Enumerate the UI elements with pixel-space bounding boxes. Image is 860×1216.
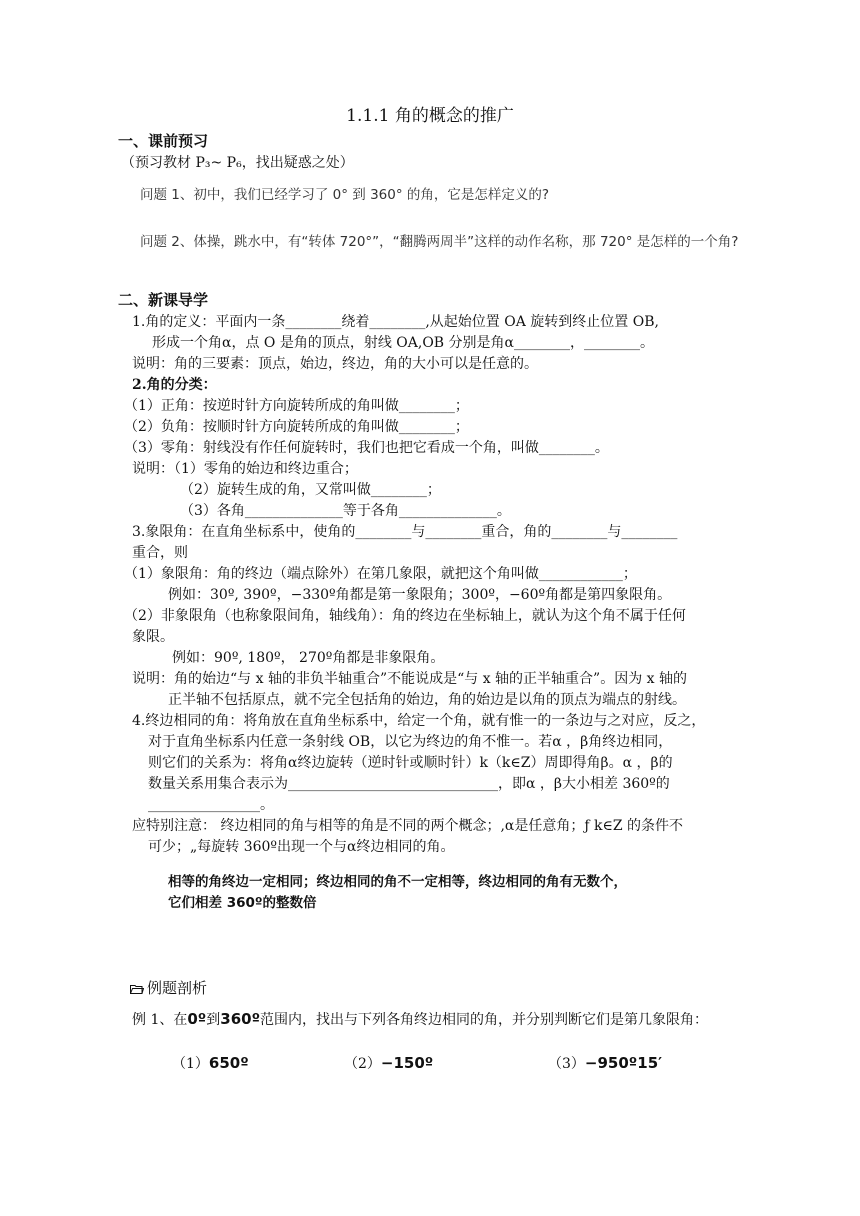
text-line: 可少；„每旋转 360º出现一个与α终边相同的角。 [148, 839, 455, 855]
text-line: 重合，则 [132, 545, 188, 561]
example-1-text: 范围内，找出与下列各角终边相同的角，并分别判断它们是第几象限角： [260, 1012, 709, 1028]
text-line: 说明：（1）零角的始边和终边重合； [132, 461, 358, 477]
problem-2-angle: −150º [380, 1054, 434, 1072]
problem-1-angle: 650º [208, 1054, 249, 1072]
text-line: （1）象限角：角的终边（端点除外）在第几象限，就把这个角叫做____________； [124, 566, 637, 582]
note-line-1: 相等的角终边一定相同；终边相同的角不一定相等，终边相同的角有无数个， [168, 874, 627, 890]
text-line: 说明：角的三要素：顶点，始边，终边，角的大小可以是任意的。 [132, 356, 538, 372]
example-1-start-angle: 0º [187, 1010, 207, 1028]
section-2-heading: 二、新课导学 [118, 291, 209, 309]
text-line: 4.终边相同的角：将角放在直角坐标系中，给定一个角，就有惟一的一条边与之对应，反之， [132, 713, 706, 729]
text-line: （2）非象限角（也称象限间角，轴线角）：角的终边在坐标轴上，就认为这个角不属于任何 [124, 608, 686, 624]
problem-3-label: （3） [548, 1056, 585, 1072]
text-line: （3）零角：射线没有作任何旋转时，我们也把它看成一个角，叫做________。 [124, 440, 609, 456]
page-title: 1.1.1 角的概念的推广 [346, 106, 514, 126]
text-line: 例如：90º, 180º， 270º角都是非象限角。 [172, 650, 445, 666]
text-line: 3.象限角：在直角坐标系中，使角的________与________重合，角的________与________ [132, 524, 678, 540]
examples-heading [130, 978, 207, 998]
example-1-end-angle: 360º [220, 1010, 261, 1028]
text-line: （1）正角：按逆时针方向旋转所成的角叫做________； [124, 398, 469, 414]
text-line: 例如：30º, 390º，−330º角都是第一象限角；300º，−60º角都是第四象限角。 [168, 587, 672, 603]
text-line: 2.角的分类： [132, 377, 217, 393]
text-line: （2）旋转生成的角，又常叫做________； [180, 482, 441, 498]
text-line: 则它们的关系为：将角α终边旋转（逆时针或顺时针）k（k∈Z）周即得角β。α ，β的 [148, 755, 673, 771]
text-line: 数量关系用集合表示为______________________________，即α ，β大小相差 360º的 [148, 776, 670, 792]
text-line: 1.角的定义：平面内一条________绕着________,从起始位置 OA 旋转到终止位置 OB, [132, 314, 659, 330]
text-line: （3）各角______________等于各角______________。 [180, 503, 511, 519]
problem-3 [548, 1053, 662, 1074]
question-1: 问题 1、初中，我们已经学习了 0° 到 360° 的角，它是怎样定义的? [140, 187, 550, 203]
examples-heading-text: 例题剖析 [147, 979, 208, 997]
question-2: 问题 2、体操，跳水中，有“转体 720°”，“翻腾两周半”这样的动作名称，那 720° 是怎样的一个角? [140, 234, 739, 250]
text-line: 对于直角坐标系内任意一条射线 OB，以它为终边的角不惟一。若α ，β角终边相同， [148, 734, 673, 750]
text-line: 象限。 [132, 629, 174, 645]
problem-2-label: （2） [344, 1056, 381, 1072]
text-line: 正半轴不包括原点，就不完全包括角的始边，角的始边是以角的顶点为端点的射线。 [168, 692, 686, 708]
text-line: ________________。 [148, 797, 274, 813]
problem-1-label: （1） [172, 1056, 209, 1072]
text-line: （2）负角：按顺时针方向旋转所成的角叫做________； [124, 419, 469, 435]
example-1-to: 到 [206, 1012, 221, 1028]
example-1 [132, 1009, 708, 1030]
section-1-heading: 一、课前预习 [118, 132, 209, 150]
problem-3-angle: −950º15′ [584, 1054, 663, 1072]
text-line: 形成一个角α，点 O 是角的顶点，射线 OA,OB 分别是角α________，________。 [152, 335, 654, 351]
example-1-prefix: 例 1、在 [132, 1012, 188, 1028]
note-line-2: 它们相差 360º的整数倍 [168, 895, 317, 911]
problem-1 [172, 1053, 249, 1074]
problem-2 [344, 1053, 433, 1074]
folder-icon [130, 984, 144, 994]
text-line: 应特别注意： 终边相同的角与相等的角是不同的两个概念；,α是任意角；ƒ k∈Z 的条件不 [132, 818, 684, 834]
preview-hint: （预习教材 P₃~ P₆，找出疑惑之处） [121, 155, 354, 171]
text-line: 说明：角的始边“与 x 轴的非负半轴重合”不能说成是“与 x 轴的正半轴重合”。因为 x 轴的 [132, 671, 688, 687]
